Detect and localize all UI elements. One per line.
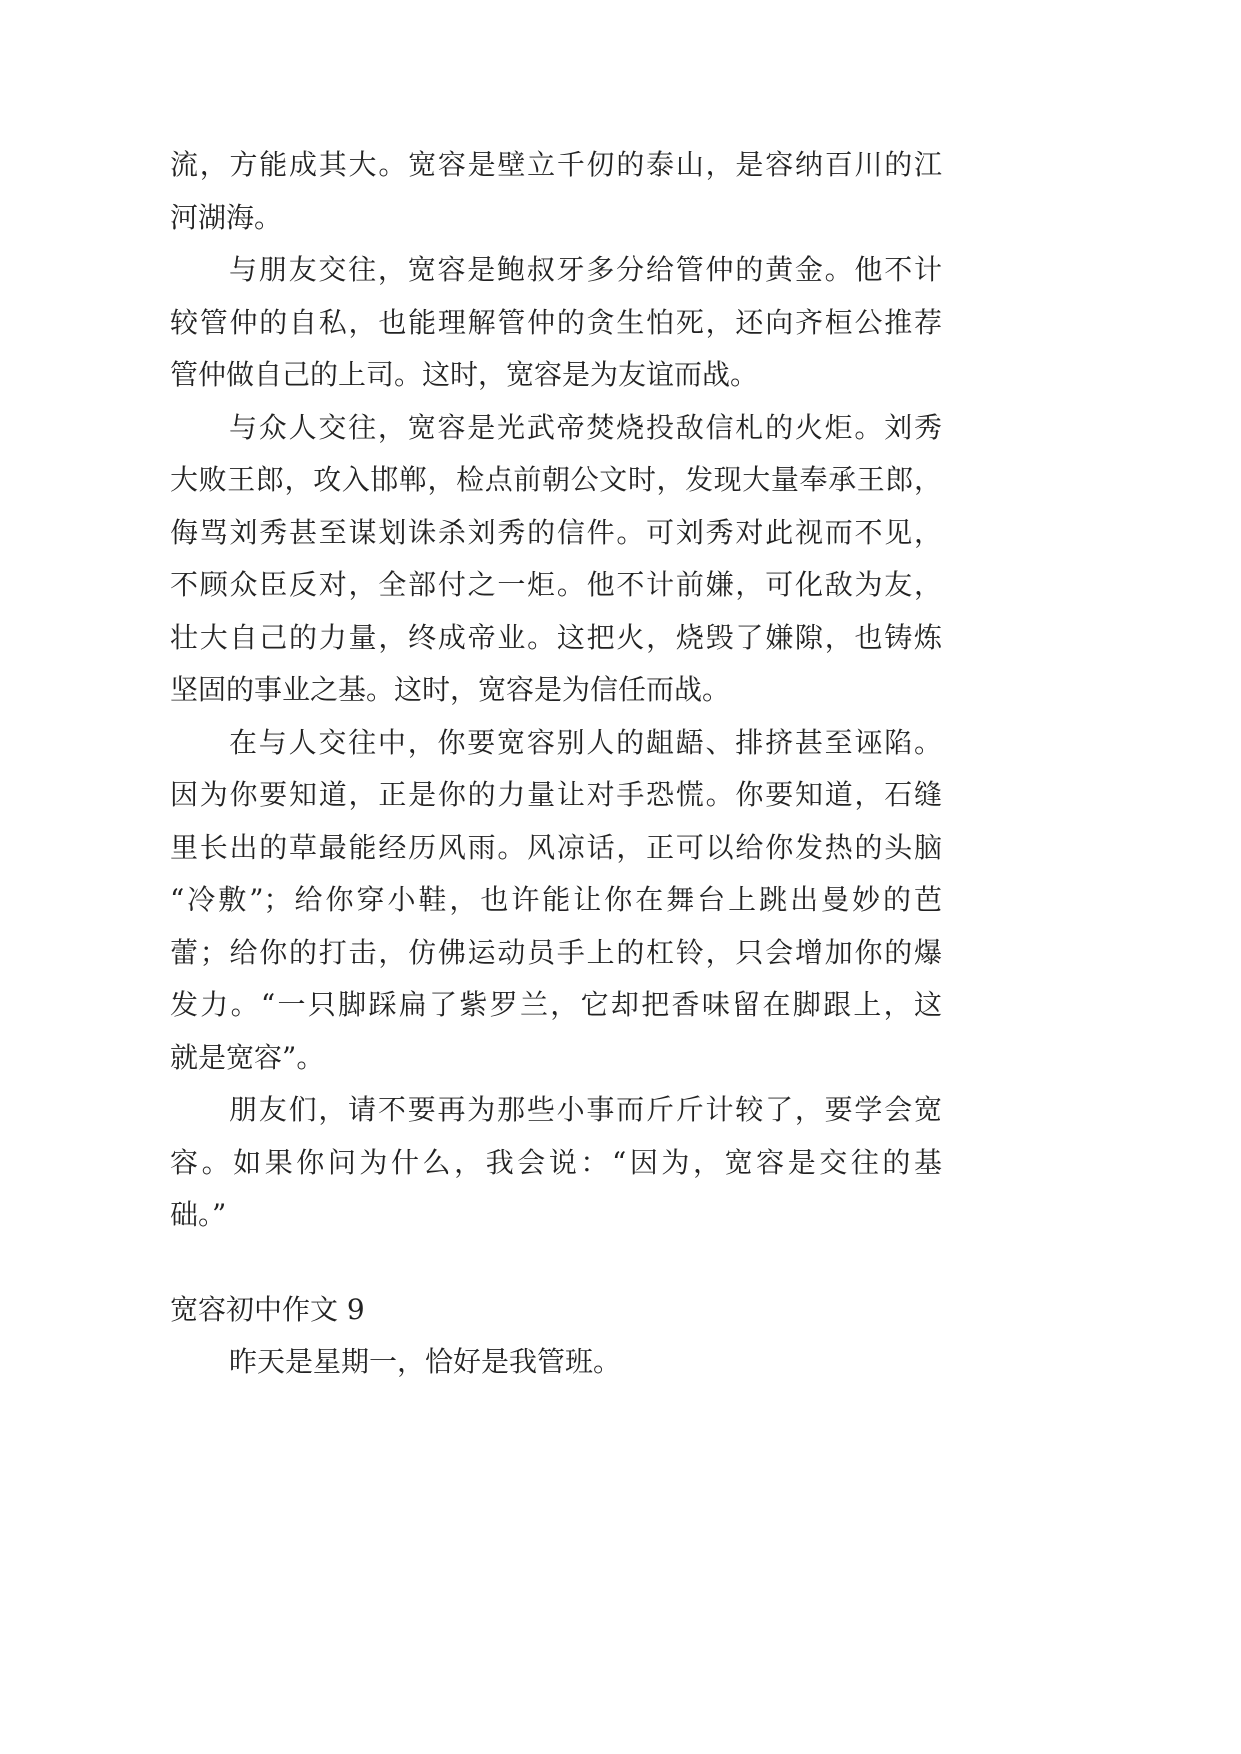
text-line: 与众人交往，宽容是光武帝焚烧投敌信札的火炬。刘秀 xyxy=(229,410,942,444)
text-line: 朋友们，请不要再为那些小事而斤斤计较了，要学会宽 xyxy=(229,1093,942,1126)
text-line: 里长出的草最能经历风雨。风凉话，正可以给你发热的头脑 xyxy=(170,830,942,864)
text-line: 壮大自己的力量，终成帝业。这把火，烧毁了嫌隙，也铸炼 xyxy=(170,620,942,654)
paragraph xyxy=(170,139,942,244)
paragraph xyxy=(170,1336,942,1389)
text-line: 大败王郎，攻入邯郸，检点前朝公文时，发现大量奉承王郎， xyxy=(170,463,942,496)
paragraph xyxy=(170,402,942,717)
text-line: 因为你要知道，正是你的力量让对手恐慌。你要知道，石缝 xyxy=(170,778,942,811)
text-line: 蕾；给你的打击，仿佛运动员手上的杠铃，只会增加你的爆 xyxy=(170,935,942,969)
text-line: 坚固的事业之基。这时，宽容是为信任而战。 xyxy=(170,673,731,706)
text-line: 侮骂刘秀甚至谋划诛杀刘秀的信件。可刘秀对此视而不见， xyxy=(170,515,942,549)
text-line: 容。如果你问为什么，我会说：“因为，宽容是交往的基 xyxy=(170,1145,942,1179)
text-line: 在与人交往中，你要宽容别人的龃龉、排挤甚至诬陷。 xyxy=(229,725,942,759)
text-line: 发力。“一只脚踩扁了紫罗兰，它却把香味留在脚跟上，这 xyxy=(170,988,942,1021)
text-line: “冷敷”；给你穿小鞋，也许能让你在舞台上跳出曼妙的芭 xyxy=(170,883,942,916)
paragraph xyxy=(170,717,942,1085)
text-line: 不顾众臣反对，全部付之一炬。他不计前嫌，可化敌为友， xyxy=(170,568,942,601)
text-line: 与朋友交往，宽容是鲍叔牙多分给管仲的黄金。他不计 xyxy=(229,253,942,286)
text-line: 河湖海。 xyxy=(170,200,283,234)
text-line: 昨天是星期一，恰好是我管班。 xyxy=(229,1345,622,1378)
text-line: 较管仲的自私，也能理解管仲的贪生怕死，还向齐桓公推荐 xyxy=(170,305,942,339)
paragraph xyxy=(170,1084,942,1242)
text-line: 础。” xyxy=(170,1198,227,1231)
section-heading: 宽容初中作文 9 xyxy=(170,1292,365,1326)
paragraph xyxy=(170,244,942,402)
text-line: 管仲做自己的上司。这时，宽容是为友谊而战。 xyxy=(170,358,759,391)
text-line: 流，方能成其大。宽容是壁立千仞的泰山，是容纳百川的江 xyxy=(170,148,942,181)
document-body xyxy=(170,139,942,1389)
text-line: 就是宽容”。 xyxy=(170,1040,325,1074)
